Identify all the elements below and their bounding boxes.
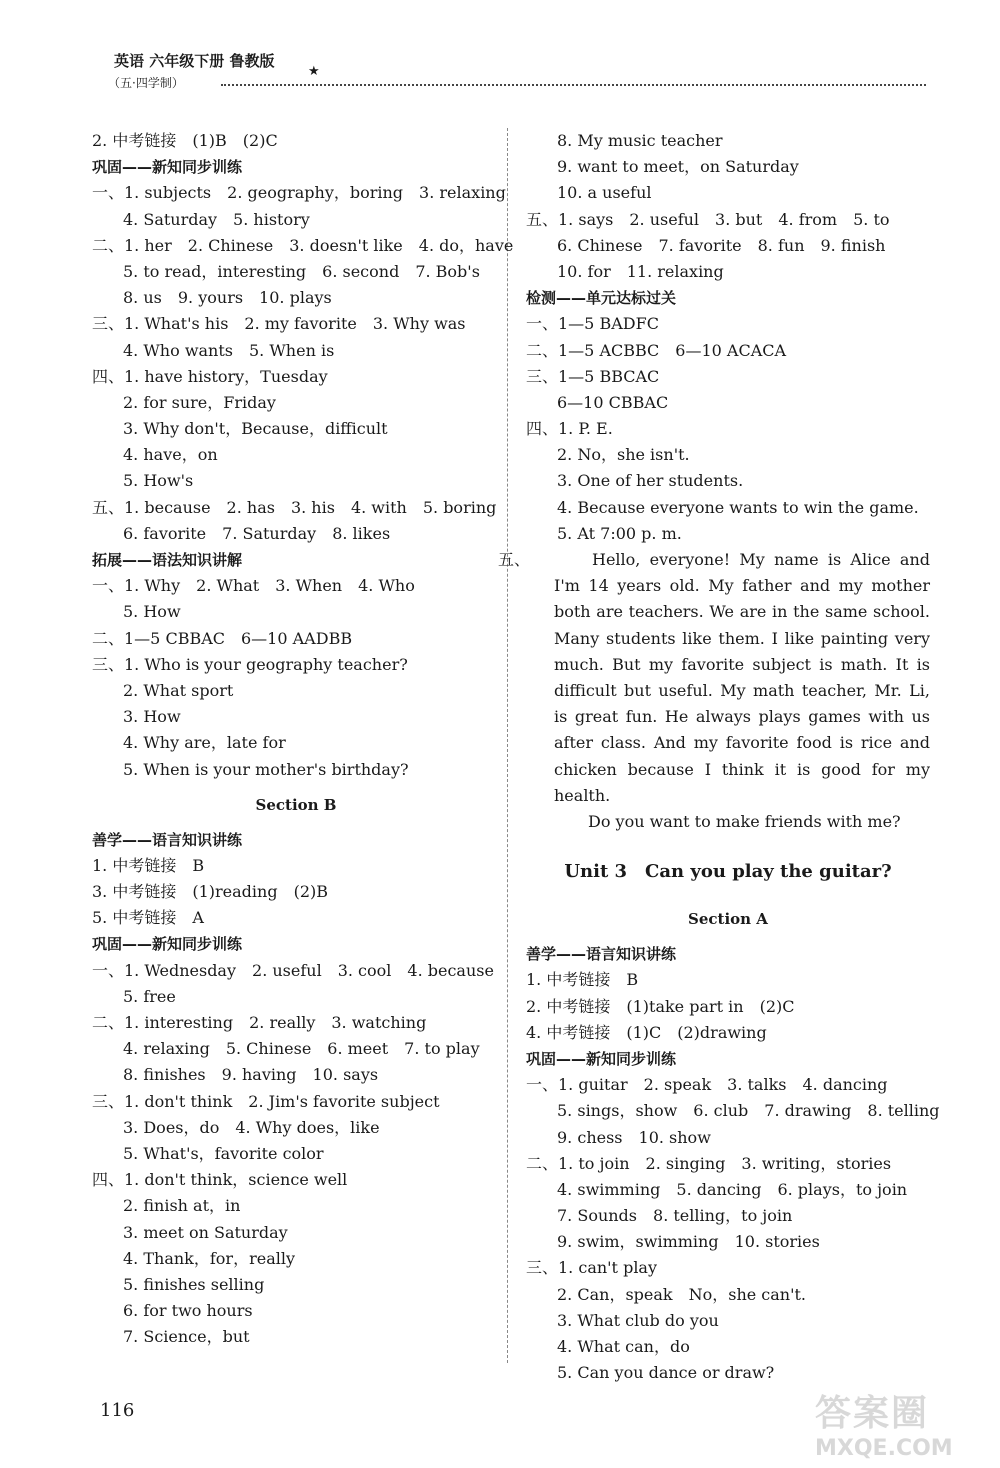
answer-line: 二、1—5 CBBAC 6—10 AADBB <box>92 628 353 648</box>
answer-line: 三、1. Who is your geography teacher? <box>92 654 408 674</box>
answer-line: 5. At 7:00 p. m. <box>557 523 682 543</box>
answer-line: 5. Can you dance or draw? <box>557 1363 775 1383</box>
answer-line: 3. Why don't，Because，difficult <box>123 419 388 439</box>
answer-line: 五、1. says 2. useful 3. but 4. from 5. to <box>526 209 890 229</box>
answer-line: 5. When is your mother's birthday? <box>123 759 409 779</box>
left-column <box>92 128 514 1350</box>
answer-line: 3. Does，do 4. Why does，like <box>123 1117 380 1137</box>
answer-line: 4. Because everyone wants to win the game. <box>557 497 919 517</box>
answer-line: 4. Thank，for，really <box>123 1248 296 1268</box>
answer-line: 2. Can，speak No，she can't. <box>557 1284 807 1304</box>
answer-line: 5. finishes selling <box>123 1274 265 1294</box>
answer-line: 5. 中考链接 A <box>92 908 204 928</box>
essay-paragraph <box>498 547 930 809</box>
answer-line: 2. for sure，Friday <box>123 392 276 412</box>
section-heading: 检测——单元达标过关 <box>526 289 677 308</box>
book-title: 英语 六年级下册 鲁教版 <box>114 52 275 70</box>
answer-line: 8. finishes 9. having 10. says <box>123 1065 379 1085</box>
answer-line: 5. to read，interesting 6. second 7. Bob's <box>123 261 480 281</box>
section-title: Section B <box>255 795 337 814</box>
answer-line: 二、1. to join 2. singing 3. writing，stories <box>526 1153 892 1173</box>
answer-line: 二、1. interesting 2. really 3. watching <box>92 1013 427 1032</box>
answer-line: 6. for two hours <box>123 1301 253 1321</box>
answer-line: 4. have，on <box>123 445 218 465</box>
answer-line: 三、1. don't think 2. Jim's favorite subject <box>92 1091 440 1111</box>
answer-line: 8. us 9. yours 10. plays <box>123 288 332 308</box>
answer-line: 2. finish at，in <box>123 1196 241 1216</box>
answer-line: 7. Science，but <box>123 1327 250 1347</box>
answer-line: 1. 中考链接 B <box>526 970 639 990</box>
answer-line: 5. sings，show 6. club 7. drawing 8. telling <box>557 1101 940 1121</box>
book-subtitle: （五·四学制） <box>108 76 184 90</box>
answer-line: 8. My music teacher <box>557 131 723 150</box>
section-heading: 善学——语言知识讲练 <box>92 830 243 849</box>
answer-line: 4. Why are，late for <box>123 733 286 753</box>
answer-line: 2. What sport <box>123 680 234 700</box>
answer-line: 9. chess 10. show <box>557 1127 711 1147</box>
answer-line: 四、1. don't think，science well <box>92 1170 348 1190</box>
answer-line: 一、1—5 BADFC <box>526 314 659 334</box>
answer-line: 一、1. Wednesday 2. useful 3. cool 4. because <box>92 960 494 980</box>
section-title: Unit 3 Can you play the guitar? <box>564 861 892 883</box>
answer-line: 2. 中考链接 (1)B (2)C <box>92 131 278 150</box>
answer-line: 10. for 11. relaxing <box>557 261 724 281</box>
answer-line: 四、1. P. E. <box>526 419 613 439</box>
answer-line: 5. How <box>123 602 181 622</box>
answer-line: 6. Chinese 7. favorite 8. fun 9. finish <box>557 235 886 255</box>
section-title: Section A <box>688 910 768 929</box>
answer-line: 三、1. What's his 2. my favorite 3. Why was <box>92 314 466 334</box>
answer-line: 3. How <box>123 707 181 727</box>
section-heading: 巩固——新知同步训练 <box>92 158 243 177</box>
answer-line: 三、1. can't play <box>526 1258 658 1278</box>
answer-line: 5. How's <box>123 471 194 491</box>
answer-line: 4. relaxing 5. Chinese 6. meet 7. to play <box>123 1039 480 1059</box>
answer-line: 5. free <box>123 986 176 1006</box>
essay-label: 五、 <box>498 550 531 569</box>
answer-line: 3. meet on Saturday <box>123 1222 288 1242</box>
essay-closing: Do you want to make friends with me? <box>588 812 901 832</box>
watermark-url: MXQE.COM <box>815 1436 953 1461</box>
watermark <box>815 1385 995 1465</box>
essay-text: Hello, everyone! My name is Alice and I'm 14 years old. My father and my mother both are teachers. We are in the same school. Many students like them. I like painting very much. But my favorite subject is math. It is difficult but useful. My math teacher, Mr. Li, is great fun. He always plays games with us after class. And my favorite food is rice and chicken because I think it is good for my health. <box>554 550 930 805</box>
answer-line: 3. 中考链接 (1)reading (2)B <box>92 882 329 902</box>
answer-line: 三、1—5 BBCAC <box>526 366 660 386</box>
header-dotted-rule <box>221 84 926 86</box>
answer-line: 3. What club do you <box>557 1310 719 1330</box>
answer-line: 10. a useful <box>557 183 652 203</box>
answer-line: 二、1—5 ACBBC 6—10 ACACA <box>526 340 787 360</box>
answer-line: 7. Sounds 8. telling，to join <box>557 1206 793 1226</box>
answer-line: 2. No，she isn't. <box>557 445 690 465</box>
answer-line: 6—10 CBBAC <box>557 392 669 412</box>
answer-line: 一、1. Why 2. What 3. When 4. Who <box>92 576 415 596</box>
section-heading: 拓展——语法知识讲解 <box>92 551 243 569</box>
section-heading: 善学——语言知识讲练 <box>526 945 677 964</box>
watermark-logo-text: 答案圈 <box>815 1393 930 1434</box>
right-column <box>498 128 940 1386</box>
answer-line: 一、1. subjects 2. geography，boring 3. relaxing <box>92 183 506 203</box>
answer-line: 9. want to meet，on Saturday <box>557 157 799 177</box>
answer-line: 四、1. have history，Tuesday <box>92 366 328 386</box>
answer-line: 五、1. because 2. has 3. his 4. with 5. boring <box>92 497 497 517</box>
answer-line: 4. swimming 5. dancing 6. plays，to join <box>557 1179 908 1199</box>
section-heading: 巩固——新知同步训练 <box>526 1049 677 1068</box>
answer-line: 1. 中考链接 B <box>92 855 205 875</box>
answer-line: 4. Saturday 5. history <box>123 209 310 229</box>
answer-line: 4. What can，do <box>557 1337 690 1357</box>
answer-line: 4. Who wants 5. When is <box>123 340 335 360</box>
section-heading: 巩固——新知同步训练 <box>92 935 243 954</box>
answer-line: 5. What's，favorite color <box>123 1143 324 1163</box>
star-icon: ★ <box>308 64 320 79</box>
answer-line: 一、1. guitar 2. speak 3. talks 4. dancing <box>526 1075 888 1095</box>
answer-line: 4. 中考链接 (1)C (2)drawing <box>526 1022 767 1042</box>
answer-line: 二、1. her 2. Chinese 3. doesn't like 4. do，have <box>92 235 514 255</box>
answer-line: 3. One of her students. <box>557 471 744 491</box>
page-header <box>96 50 926 96</box>
page-number: 116 <box>100 1400 135 1421</box>
answer-line: 9. swim，swimming 10. stories <box>557 1232 820 1252</box>
answer-line: 6. favorite 7. Saturday 8. likes <box>123 523 391 543</box>
column-divider <box>507 128 508 1363</box>
answer-line: 2. 中考链接 (1)take part in (2)C <box>526 996 795 1016</box>
